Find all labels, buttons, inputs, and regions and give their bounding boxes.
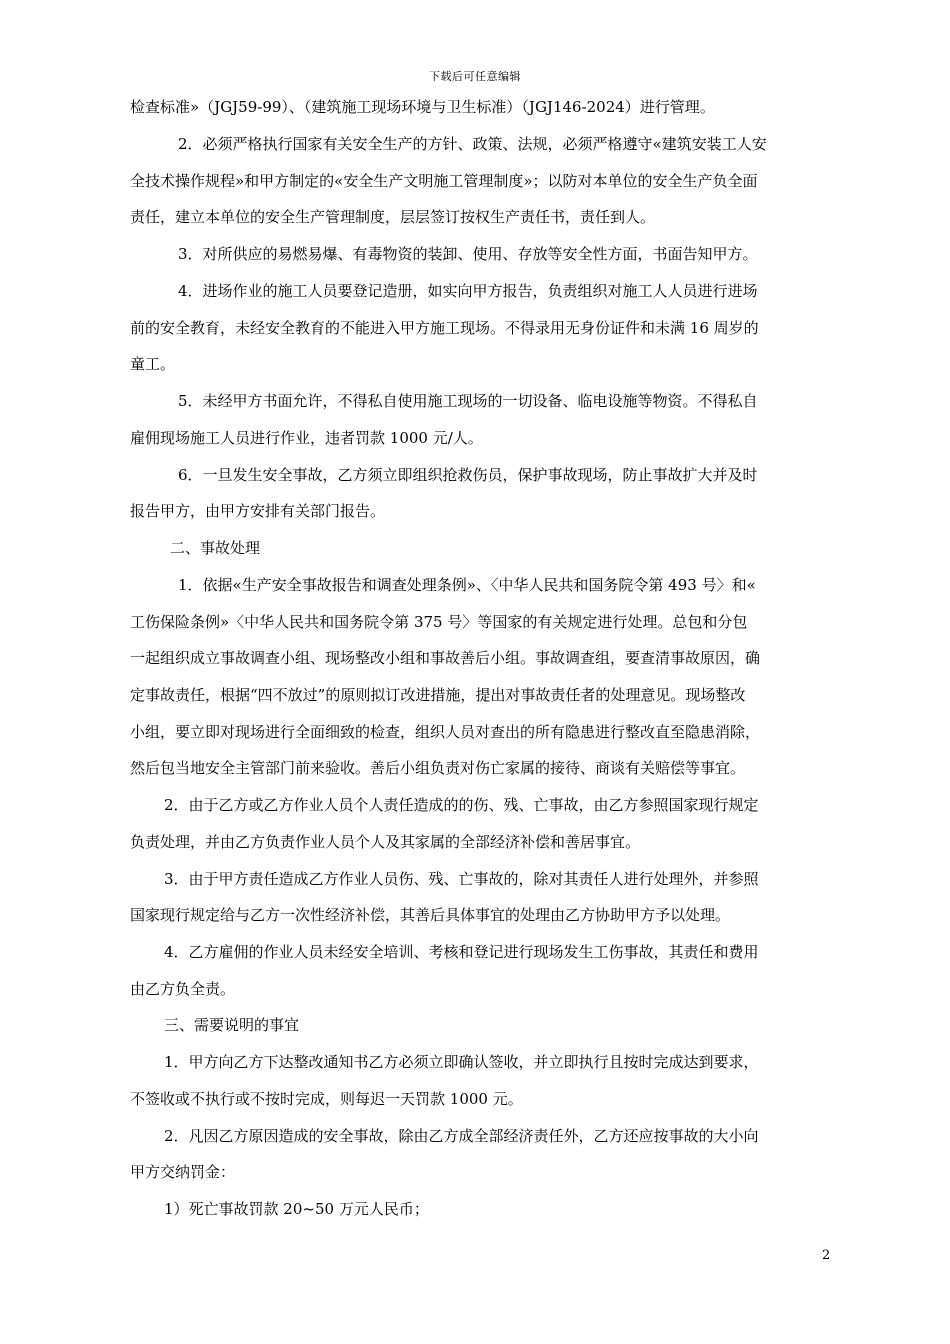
text-line: 不签收或不执行或不按时完成，则每迟一天罚款 1000 元。: [130, 1090, 523, 1108]
text-line: 由乙方负全责。: [130, 980, 236, 998]
page-header: 下载后可任意编辑: [429, 70, 521, 83]
text-line: 二、事故处理: [170, 539, 261, 557]
text-line: 童工。: [130, 355, 176, 373]
text-line: 然后包当地安全主管部门前来验收。善后小组负责对伤亡家属的接待、商谈有关赔偿等事宜。: [130, 759, 746, 777]
text-line: 4．乙方雇佣的作业人员未经安全培训、考核和登记进行现场发生工伤事故，其责任和费用: [164, 943, 759, 961]
text-line: 5．未经甲方书面允许，不得私自使用施工现场的一切设备、临电设施等物资。不得私自: [178, 392, 758, 410]
text-line: 4．进场作业的施工人员要登记造册，如实向甲方报告，负责组织对施工人人员进行进场: [178, 282, 758, 300]
text-line: 1．甲方向乙方下达整改通知书乙方必须立即确认签收，并立即执行且按时完成达到要求，: [164, 1053, 759, 1071]
text-line: 全技术操作规程»和甲方制定的«安全生产文明施工管理制度»；以防对本单位的安全生产负全面: [130, 172, 758, 190]
text-line: 一起组织成立事故调查小组、现场整改小组和事故善后小组。事故调查组，要查清事故原因，确: [130, 649, 761, 667]
text-line: 3．对所供应的易燃易爆、有毒物资的装卸、使用、存放等安全性方面，书面告知甲方。: [178, 245, 758, 263]
text-line: 负责处理，并由乙方负责作业人员个人及其家属的全部经济补偿和善居事宜。: [130, 833, 641, 851]
text-line: 小组，要立即对现场进行全面细致的检查，组织人员对查出的所有隐患进行整改直至隐患消除，: [130, 723, 761, 741]
page-number: 2: [822, 1248, 831, 1263]
text-line: 1．依据«生产安全事故报告和调查处理条例»、〈中华人民共和国务院令第 493 号〉和«: [178, 576, 756, 594]
text-line: 6．一旦发生安全事故，乙方须立即组织抢救伤员，保护事故现场，防止事故扩大并及时: [178, 466, 758, 484]
text-line: 国家现行规定给与乙方一次性经济补偿，其善后具体事宜的处理由乙方协助甲方予以处理。: [130, 906, 731, 924]
text-line: 雇佣现场施工人员进行作业，违者罚款 1000 元/人。: [130, 429, 483, 447]
text-line: 1）死亡事故罚款 20~50 万元人民币；: [164, 1200, 429, 1218]
text-line: 2．凡因乙方原因造成的安全事故，除由乙方成全部经济责任外，乙方还应按事故的大小向: [164, 1127, 759, 1145]
text-line: 3．由于甲方责任造成乙方作业人员伤、残、亡事故的，除对其责任人进行处理外，并参照: [164, 870, 759, 888]
text-line: 工伤保险条例»〈中华人民共和国务院令第 375 号〉等国家的有关规定进行处理。总包和分包: [130, 613, 748, 631]
text-line: 责任，建立本单位的安全生产管理制度，层层签订按权生产责任书，责任到人。: [130, 208, 656, 226]
text-line: 三、需要说明的事宜: [164, 1016, 300, 1034]
text-line: 报告甲方，由甲方安排有关部门报告。: [130, 502, 386, 520]
text-line: 2．必须严格执行国家有关安全生产的方针、政策、法规，必须严格遵守«建筑安装工人安: [178, 135, 767, 153]
text-line: 2．由于乙方或乙方作业人员个人责任造成的的伤、残、亡事故，由乙方参照国家现行规定: [164, 796, 759, 814]
text-line: 甲方交纳罚金：: [130, 1163, 236, 1181]
text-line: 前的安全教育，未经安全教育的不能进入甲方施工现场。不得录用无身份证件和未满 16 周岁的: [130, 319, 759, 337]
text-line: 检查标准»（JGJ59-99）、（建筑施工现场环境与卫生标准）（JGJ146-2024）进行管理。: [130, 98, 715, 116]
text-line: 定事故责任，根据“四不放过”的原则拟订改进措施，提出对事故责任者的处理意见。现场整改: [130, 686, 746, 704]
